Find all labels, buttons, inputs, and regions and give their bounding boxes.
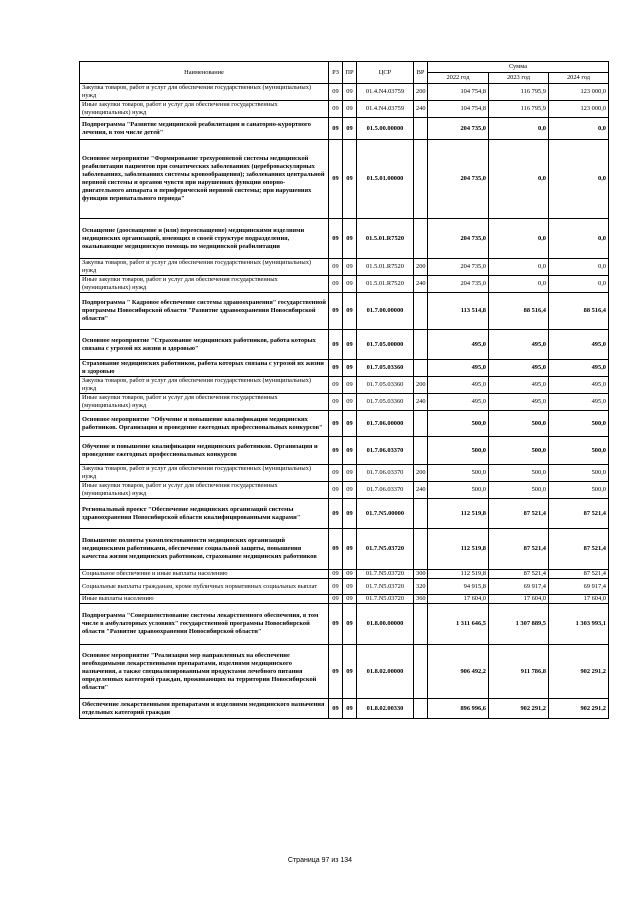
- row-rz: 09: [329, 570, 343, 579]
- row-csr: 01.7.N5.03720: [357, 529, 414, 570]
- header-pr: ПР: [343, 62, 357, 84]
- row-csr: 01.7.05.03360: [357, 377, 414, 394]
- row-name: Основное мероприятие "Страхование медицинских работников, работа которых связана с угрозой их жизни и здоровью": [80, 330, 329, 360]
- row-rz: 09: [329, 84, 343, 101]
- row-name: Повышение полноты укомплектованности медицинских организаций медицинскими работниками, обеспечение социальной защиты, повышения качества жизни медицинских работников, страхование медицинских работников: [80, 529, 329, 570]
- table-row: [80, 411, 609, 437]
- row-rz: 09: [329, 394, 343, 411]
- row-csr: 01.7.05.03360: [357, 360, 414, 377]
- row-value-2022: 896 996,6: [428, 699, 489, 719]
- row-csr: 01.5.00.00000: [357, 118, 414, 140]
- header-rz: РЗ: [329, 62, 343, 84]
- row-value-2024: 500,0: [549, 482, 609, 499]
- row-value-2024: 902 291,2: [549, 699, 609, 719]
- row-name: Закупка товаров, работ и услуг для обеспечения государственных (муниципальных) нужд: [80, 465, 329, 482]
- row-csr: 01.7.06.03370: [357, 482, 414, 499]
- row-csr: 01.5.01.R7520: [357, 219, 414, 259]
- row-csr: 01.8.02.00330: [357, 699, 414, 719]
- row-value-2023: 17 604,0: [489, 595, 549, 604]
- row-rz: 09: [329, 604, 343, 645]
- row-rz: 09: [329, 699, 343, 719]
- row-pr: 09: [343, 377, 357, 394]
- row-value-2023: 500,0: [489, 411, 549, 437]
- row-vr: 300: [414, 570, 428, 579]
- row-name: Иные закупки товаров, работ и услуг для обеспечения государственных (муниципальных) нужд: [80, 276, 329, 293]
- row-csr: 01.4.N4.03759: [357, 84, 414, 101]
- row-value-2023: 116 795,9: [489, 101, 549, 118]
- row-value-2024: 500,0: [549, 437, 609, 465]
- row-csr: 01.7.N5.03720: [357, 570, 414, 579]
- table-row: [80, 579, 609, 595]
- row-rz: 09: [329, 276, 343, 293]
- row-pr: 09: [343, 394, 357, 411]
- row-csr: 01.7.06.03370: [357, 465, 414, 482]
- row-name: Закупка товаров, работ и услуг для обеспечения государственных (муниципальных) нужд: [80, 377, 329, 394]
- row-name: Социальное обеспечение и иные выплаты населению: [80, 570, 329, 579]
- header-csr: ЦСР: [357, 62, 414, 84]
- row-value-2022: 495,0: [428, 360, 489, 377]
- row-rz: 09: [329, 482, 343, 499]
- table-row: [80, 482, 609, 499]
- row-csr: 01.7.06.03370: [357, 437, 414, 465]
- table-row: [80, 377, 609, 394]
- row-value-2022: 495,0: [428, 394, 489, 411]
- row-csr: 01.8.00.00000: [357, 604, 414, 645]
- row-value-2024: 0,0: [549, 259, 609, 276]
- row-rz: 09: [329, 595, 343, 604]
- row-value-2024: 87 521,4: [549, 499, 609, 529]
- row-value-2022: 500,0: [428, 465, 489, 482]
- row-rz: 09: [329, 377, 343, 394]
- row-value-2023: 495,0: [489, 330, 549, 360]
- row-csr: 01.7.05.03360: [357, 394, 414, 411]
- row-vr: 240: [414, 101, 428, 118]
- table-row: [80, 360, 609, 377]
- row-name: Иные закупки товаров, работ и услуг для обеспечения государственных (муниципальных) нужд: [80, 482, 329, 499]
- row-name: Подпрограмма "Совершенствование системы лекарственного обеспечения, в том числе в амбулаторных условиях" государственной программы Новосибирской области "Развитие здравоохранения Новосибирской области": [80, 604, 329, 645]
- row-name: Страхование медицинских работников, работа которых связана с угрозой их жизни и здоровью: [80, 360, 329, 377]
- header-vr: ВР: [414, 62, 428, 84]
- table-row: [80, 101, 609, 118]
- row-value-2022: 495,0: [428, 377, 489, 394]
- row-pr: 09: [343, 579, 357, 595]
- row-pr: 09: [343, 595, 357, 604]
- row-pr: 09: [343, 293, 357, 330]
- row-vr: [414, 699, 428, 719]
- row-pr: 09: [343, 699, 357, 719]
- row-name: Социальные выплаты гражданам, кроме публичных нормативных социальных выплат: [80, 579, 329, 595]
- row-value-2022: 17 604,0: [428, 595, 489, 604]
- row-vr: 240: [414, 276, 428, 293]
- row-value-2022: 204 735,0: [428, 118, 489, 140]
- row-value-2024: 17 604,0: [549, 595, 609, 604]
- row-value-2022: 104 754,8: [428, 84, 489, 101]
- row-csr: 01.5.01.R7520: [357, 276, 414, 293]
- table-row: [80, 499, 609, 529]
- row-value-2023: 500,0: [489, 482, 549, 499]
- row-vr: [414, 411, 428, 437]
- row-csr: 01.7.05.00000: [357, 330, 414, 360]
- row-name: Обучение и повышение квалификации медицинских работников. Организация и проведение ежегодных профессиональных конкурсов: [80, 437, 329, 465]
- row-csr: 01.7.06.00000: [357, 411, 414, 437]
- row-vr: [414, 437, 428, 465]
- row-value-2023: 1 307 889,5: [489, 604, 549, 645]
- row-value-2023: 0,0: [489, 219, 549, 259]
- row-rz: 09: [329, 330, 343, 360]
- row-rz: 09: [329, 411, 343, 437]
- row-vr: [414, 499, 428, 529]
- row-csr: 01.8.02.00000: [357, 645, 414, 699]
- header-name: Наименование: [80, 62, 329, 84]
- row-csr: 01.7.00.00000: [357, 293, 414, 330]
- row-value-2023: 69 917,4: [489, 579, 549, 595]
- row-name: Основное мероприятие "Формирование трехуровневой системы медицинской реабилитации пациентов при соматических заболеваниях (цереброваскулярных заболеваниях, заболеваниях системы кровообращения); заболеваниях центральной нервной системы и органов чувств при нарушениях функции опорно-двигательного аппарата и периферической нервной системы; при нарушениях функции перинатального периода": [80, 140, 329, 219]
- row-vr: 200: [414, 465, 428, 482]
- row-value-2022: 906 492,2: [428, 645, 489, 699]
- row-csr: 01.7.N5.03720: [357, 595, 414, 604]
- row-value-2024: 88 516,4: [549, 293, 609, 330]
- row-value-2022: 500,0: [428, 437, 489, 465]
- row-value-2022: 113 514,8: [428, 293, 489, 330]
- row-value-2023: 0,0: [489, 259, 549, 276]
- row-rz: 09: [329, 293, 343, 330]
- row-pr: 09: [343, 118, 357, 140]
- row-pr: 09: [343, 101, 357, 118]
- row-name: Подпрограмма " Кадровое обеспечение системы здравоохранения" государственной программы Новосибирской области "Развитие здравоохранения Новосибирской области": [80, 293, 329, 330]
- row-csr: 01.4.N4.03759: [357, 101, 414, 118]
- row-value-2023: 495,0: [489, 377, 549, 394]
- row-rz: 09: [329, 219, 343, 259]
- row-pr: 09: [343, 437, 357, 465]
- row-vr: 240: [414, 394, 428, 411]
- row-value-2022: 204 735,0: [428, 140, 489, 219]
- row-rz: 09: [329, 140, 343, 219]
- row-value-2024: 0,0: [549, 219, 609, 259]
- row-value-2022: 204 735,0: [428, 276, 489, 293]
- row-value-2023: 0,0: [489, 140, 549, 219]
- table-row: [80, 118, 609, 140]
- row-value-2023: 0,0: [489, 118, 549, 140]
- row-name: Обеспечение лекарственными препаратами и изделиями медицинского назначения отдельных категорий граждан: [80, 699, 329, 719]
- row-vr: 200: [414, 84, 428, 101]
- row-value-2023: 495,0: [489, 394, 549, 411]
- row-value-2024: 87 521,4: [549, 570, 609, 579]
- page-number: Страница 97 из 134: [287, 857, 353, 864]
- row-value-2022: 500,0: [428, 482, 489, 499]
- row-csr: 01.5.01.00000: [357, 140, 414, 219]
- row-value-2023: 495,0: [489, 360, 549, 377]
- table-body: [80, 84, 609, 719]
- row-rz: 09: [329, 118, 343, 140]
- row-name: Основное мероприятие "Обучение и повышение квалификации медицинских работников. Организация и проведение ежегодных профессиональных конкурсов": [80, 411, 329, 437]
- row-value-2022: 204 735,0: [428, 259, 489, 276]
- row-rz: 09: [329, 529, 343, 570]
- table-row: [80, 465, 609, 482]
- row-name: Закупка товаров, работ и услуг для обеспечения государственных (муниципальных) нужд: [80, 259, 329, 276]
- row-vr: 200: [414, 259, 428, 276]
- row-pr: 09: [343, 84, 357, 101]
- row-vr: [414, 140, 428, 219]
- table-row: [80, 437, 609, 465]
- table-row: [80, 84, 609, 101]
- row-value-2024: 69 917,4: [549, 579, 609, 595]
- row-value-2023: 87 521,4: [489, 529, 549, 570]
- row-value-2023: 500,0: [489, 465, 549, 482]
- row-pr: 09: [343, 482, 357, 499]
- row-pr: 09: [343, 465, 357, 482]
- row-value-2024: 0,0: [549, 118, 609, 140]
- row-pr: 09: [343, 529, 357, 570]
- row-value-2022: 112 519,8: [428, 499, 489, 529]
- row-value-2023: 500,0: [489, 437, 549, 465]
- row-vr: [414, 604, 428, 645]
- row-value-2022: 112 519,8: [428, 570, 489, 579]
- row-pr: 09: [343, 330, 357, 360]
- row-value-2022: 112 519,8: [428, 529, 489, 570]
- row-value-2024: 495,0: [549, 360, 609, 377]
- row-name: Иные закупки товаров, работ и услуг для обеспечения государственных (муниципальных) нужд: [80, 101, 329, 118]
- row-pr: 09: [343, 499, 357, 529]
- row-name: Оснащение (дооснащение и (или) переоснащение) медицинскими изделиями медицинских организаций, имеющих в своей структуре подразделения, оказывающие медицинскую помощь по медицинской реабилитации: [80, 219, 329, 259]
- row-value-2024: 0,0: [549, 276, 609, 293]
- row-value-2024: 495,0: [549, 377, 609, 394]
- row-vr: [414, 360, 428, 377]
- table-row: [80, 219, 609, 259]
- row-vr: [414, 529, 428, 570]
- row-value-2022: 204 735,0: [428, 219, 489, 259]
- budget-table: [79, 61, 609, 719]
- table-row: [80, 699, 609, 719]
- row-vr: [414, 219, 428, 259]
- header-sum: Сумма: [428, 62, 609, 73]
- row-vr: [414, 330, 428, 360]
- header-year-2022: 2022 год: [428, 73, 489, 84]
- row-vr: 240: [414, 482, 428, 499]
- table-row: [80, 293, 609, 330]
- row-pr: 09: [343, 360, 357, 377]
- row-pr: 09: [343, 570, 357, 579]
- table-row: [80, 604, 609, 645]
- row-rz: 09: [329, 360, 343, 377]
- row-value-2023: 911 786,8: [489, 645, 549, 699]
- row-csr: 01.7.N5.03720: [357, 579, 414, 595]
- row-pr: 09: [343, 140, 357, 219]
- row-name: Иные закупки товаров, работ и услуг для обеспечения государственных (муниципальных) нужд: [80, 394, 329, 411]
- row-value-2024: 123 000,0: [549, 84, 609, 101]
- row-vr: 200: [414, 377, 428, 394]
- row-pr: 09: [343, 411, 357, 437]
- row-pr: 09: [343, 645, 357, 699]
- row-value-2023: 87 521,4: [489, 499, 549, 529]
- row-value-2024: 495,0: [549, 330, 609, 360]
- table-row: [80, 330, 609, 360]
- table-row: [80, 529, 609, 570]
- table-row: [80, 645, 609, 699]
- row-value-2023: 0,0: [489, 276, 549, 293]
- row-rz: 09: [329, 645, 343, 699]
- header-year-2024: 2024 год: [549, 73, 609, 84]
- row-value-2022: 94 915,8: [428, 579, 489, 595]
- row-vr: 360: [414, 595, 428, 604]
- row-vr: [414, 293, 428, 330]
- row-value-2023: 902 291,2: [489, 699, 549, 719]
- row-csr: 01.5.01.R7520: [357, 259, 414, 276]
- row-rz: 09: [329, 259, 343, 276]
- row-name: Подпрограмма "Развитие медицинской реабилитации и санаторно-курортного лечения, в том числе детей": [80, 118, 329, 140]
- row-value-2024: 495,0: [549, 394, 609, 411]
- row-value-2022: 104 754,8: [428, 101, 489, 118]
- row-value-2023: 116 795,9: [489, 84, 549, 101]
- row-pr: 09: [343, 219, 357, 259]
- row-vr: 320: [414, 579, 428, 595]
- row-pr: 09: [343, 276, 357, 293]
- row-pr: 09: [343, 604, 357, 645]
- row-pr: 09: [343, 259, 357, 276]
- row-value-2022: 500,0: [428, 411, 489, 437]
- table-row: [80, 394, 609, 411]
- row-name: Региональный проект "Обеспечение медицинских организаций системы здравоохранения Новосибирской области квалифицированными кадрами": [80, 499, 329, 529]
- row-value-2024: 123 000,0: [549, 101, 609, 118]
- row-rz: 09: [329, 101, 343, 118]
- row-value-2024: 500,0: [549, 465, 609, 482]
- row-value-2022: 1 311 646,5: [428, 604, 489, 645]
- row-value-2024: 1 303 993,1: [549, 604, 609, 645]
- row-value-2023: 87 521,4: [489, 570, 549, 579]
- row-rz: 09: [329, 579, 343, 595]
- row-value-2024: 0,0: [549, 140, 609, 219]
- row-rz: 09: [329, 499, 343, 529]
- table-row: [80, 595, 609, 604]
- table-row: [80, 259, 609, 276]
- row-value-2022: 495,0: [428, 330, 489, 360]
- table-row: [80, 276, 609, 293]
- row-value-2024: 902 291,2: [549, 645, 609, 699]
- row-name: Основное мероприятие "Реализация мер направленных на обеспечение необходимыми лекарственными препаратами, изделиями медицинского назначения, а также специализированными продуктами лечебного питания определенных категорий граждан, проживающих на территории Новосибирской области": [80, 645, 329, 699]
- row-csr: 01.7.N5.00000: [357, 499, 414, 529]
- row-vr: [414, 645, 428, 699]
- row-value-2024: 500,0: [549, 411, 609, 437]
- row-value-2023: 88 516,4: [489, 293, 549, 330]
- table-row: [80, 570, 609, 579]
- row-name: Иные выплаты населению: [80, 595, 329, 604]
- row-rz: 09: [329, 465, 343, 482]
- row-vr: [414, 118, 428, 140]
- header-year-2023: 2023 год: [489, 73, 549, 84]
- table-row: [80, 140, 609, 219]
- row-rz: 09: [329, 437, 343, 465]
- row-value-2024: 87 521,4: [549, 529, 609, 570]
- row-name: Закупка товаров, работ и услуг для обеспечения государственных (муниципальных) нужд: [80, 84, 329, 101]
